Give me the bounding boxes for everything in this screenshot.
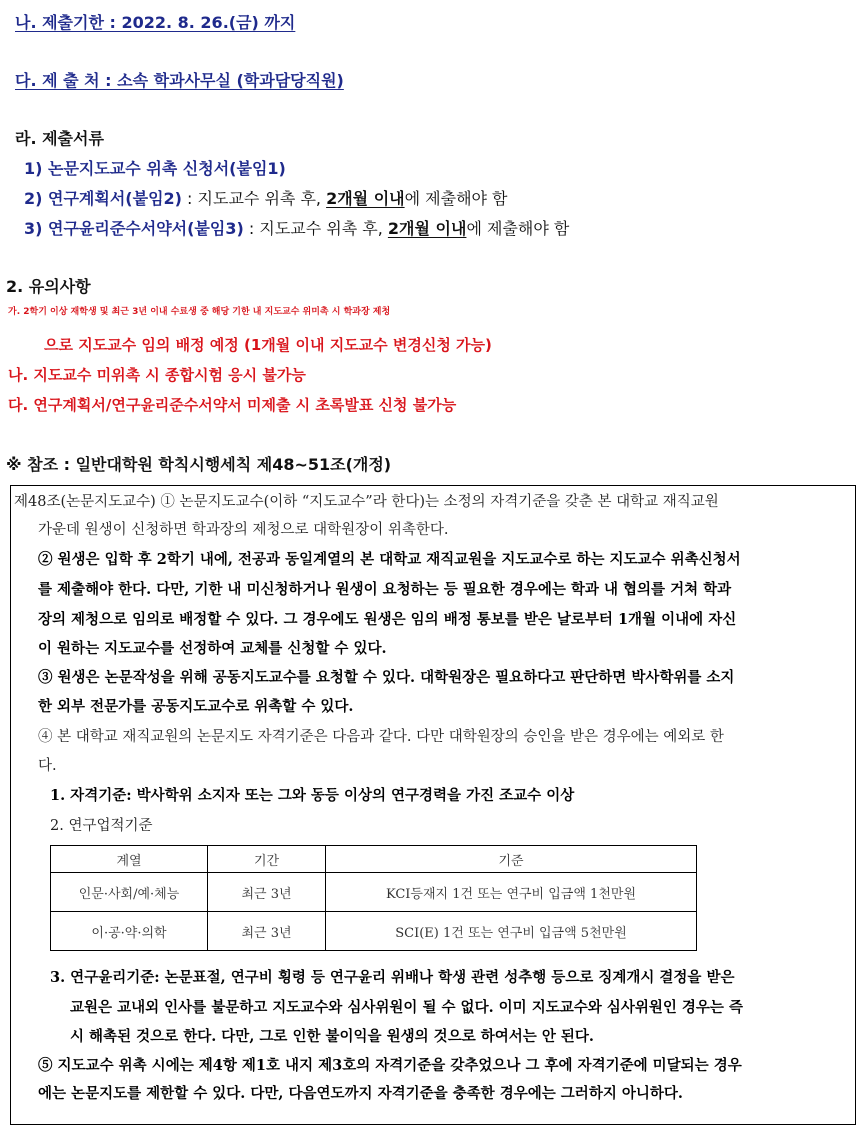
note-da: 다. 연구계획서/연구윤리준수서약서 미제출 시 초록발표 신청 불가능 bbox=[8, 396, 457, 414]
criterion-3-line1: 3. 연구윤리기준: 논문표절, 연구비 횡령 등 연구윤리 위배나 학생 관련 성추행 등으로 징계개시 결정을 받은 bbox=[50, 969, 735, 986]
deadline-heading: 나. 제출기한 : 2022. 8. 26.(금) 까지 bbox=[15, 13, 296, 32]
article48-line1: 제48조(논문지도교수) ① 논문지도교수(이하 “지도교수”라 한다)는 소정의 자격기준을 갖춘 본 대학교 재직교원 bbox=[14, 494, 719, 510]
table-row bbox=[51, 912, 697, 951]
table-cell-field: 이·공·약·의학 bbox=[51, 912, 208, 951]
para2-line1: ② 원생은 입학 후 2학기 내에, 전공과 동일계열의 본 대학교 재직교원을 지도교수로 하는 지도교수 위촉신청서 bbox=[38, 551, 741, 568]
criterion-2: 2. 연구업적기준 bbox=[50, 818, 153, 834]
table-row bbox=[51, 873, 697, 912]
table-header-standard: 기준 bbox=[326, 846, 697, 873]
doc-item-3 bbox=[24, 216, 569, 239]
criterion-3-line2: 교원은 교내외 인사를 불문하고 지도교수와 심사위원이 될 수 없다. 이미 지도교수와 심사위원인 경우는 즉 bbox=[70, 999, 743, 1016]
docs-title: 라. 제출서류 bbox=[15, 129, 104, 148]
doc-item-2-tail: 에 제출해야 함 bbox=[404, 189, 508, 208]
doc-item-2 bbox=[24, 186, 508, 209]
doc-item-2-emphasis: 2개월 이내 bbox=[326, 189, 405, 208]
table-header-field: 계열 bbox=[51, 846, 208, 873]
doc-item-3-mid: : 지도교수 위촉 후, bbox=[243, 219, 388, 238]
criterion-3-line3: 시 해촉된 것으로 한다. 다만, 그로 인한 불이익을 원생의 것으로 하여서는 안 된다. bbox=[70, 1028, 594, 1045]
table-header-row bbox=[51, 846, 697, 873]
para3-line2: 한 외부 전문가를 공동지도교수로 위촉할 수 있다. bbox=[38, 698, 354, 715]
table-cell-standard: SCI(E) 1건 또는 연구비 입금액 5천만원 bbox=[326, 912, 697, 951]
notes-title: 2. 유의사항 bbox=[6, 277, 91, 296]
table-cell-standard: KCI등재지 1건 또는 연구비 입금액 1천만원 bbox=[326, 873, 697, 912]
research-criteria-table bbox=[50, 845, 697, 951]
para2-line2: 를 제출해야 한다. 다만, 기한 내 미신청하거나 원생이 요청하는 등 필요한 경우에는 학과 내 협의를 거쳐 학과 bbox=[38, 581, 732, 598]
submit-to-heading: 다. 제 출 처 : 소속 학과사무실 (학과담당직원) bbox=[15, 71, 344, 90]
note-na: 나. 지도교수 미위촉 시 종합시험 응시 불가능 bbox=[8, 366, 306, 384]
para5-line2: 에는 논문지도를 제한할 수 있다. 다만, 다음연도까지 자격기준을 충족한 경우에는 그러하지 아니하다. bbox=[38, 1085, 683, 1102]
para3-line1: ③ 원생은 논문작성을 위해 공동지도교수를 요청할 수 있다. 대학원장은 필요하다고 판단하면 박사학위를 소지 bbox=[38, 669, 735, 686]
doc-item-1: 1) 논문지도교수 위촉 신청서(붙임1) bbox=[24, 159, 286, 178]
article48-line2: 가운데 원생이 신청하면 학과장의 제청으로 대학원장이 위촉한다. bbox=[38, 522, 449, 538]
para5-line1: ⑤ 지도교수 위촉 시에는 제4항 제1호 내지 제3호의 자격기준을 갖추었으나 그 후에 자격기준에 미달되는 경우 bbox=[38, 1057, 742, 1074]
doc-item-2-label: 2) 연구계획서(붙임2) bbox=[24, 189, 182, 208]
table-header-period: 기간 bbox=[208, 846, 326, 873]
doc-item-3-label: 3) 연구윤리준수서약서(붙임3) bbox=[24, 219, 244, 238]
table-cell-period: 최근 3년 bbox=[208, 912, 326, 951]
note-ga-line1: 가. 2학기 이상 재학생 및 최근 3년 이내 수료생 중 해당 기한 내 지도교수 위미촉 시 학과장 제청 bbox=[8, 307, 391, 317]
table-cell-field: 인문·사회/예·체능 bbox=[51, 873, 208, 912]
doc-item-3-emphasis: 2개월 이내 bbox=[387, 219, 467, 238]
para2-line3: 장의 제청으로 임의로 배정할 수 있다. 그 경우에도 원생은 임의 배정 통보를 받은 날로부터 1개월 이내에 자신 bbox=[38, 611, 737, 628]
criterion-1: 1. 자격기준: 박사학위 소지자 또는 그와 동등 이상의 연구경력을 가진 조교수 이상 bbox=[50, 787, 575, 804]
table-cell-period: 최근 3년 bbox=[208, 873, 326, 912]
note-ga-line2: 으로 지도교수 임의 배정 예정 (1개월 이내 지도교수 변경신청 가능) bbox=[44, 336, 492, 354]
para4-line1: ④ 본 대학교 재직교원의 논문지도 자격기준은 다음과 같다. 다만 대학원장의 승인을 받은 경우에는 예외로 한 bbox=[38, 729, 724, 745]
doc-item-3-tail: 에 제출해야 함 bbox=[466, 219, 570, 238]
reference-title: ※ 참조 : 일반대학원 학칙시행세칙 제48~51조(개정) bbox=[6, 455, 392, 474]
doc-item-2-mid: : 지도교수 위촉 후, bbox=[181, 189, 327, 208]
para4-line2: 다. bbox=[38, 758, 57, 774]
para2-line4: 이 원하는 지도교수를 선정하여 교체를 신청할 수 있다. bbox=[38, 640, 387, 657]
